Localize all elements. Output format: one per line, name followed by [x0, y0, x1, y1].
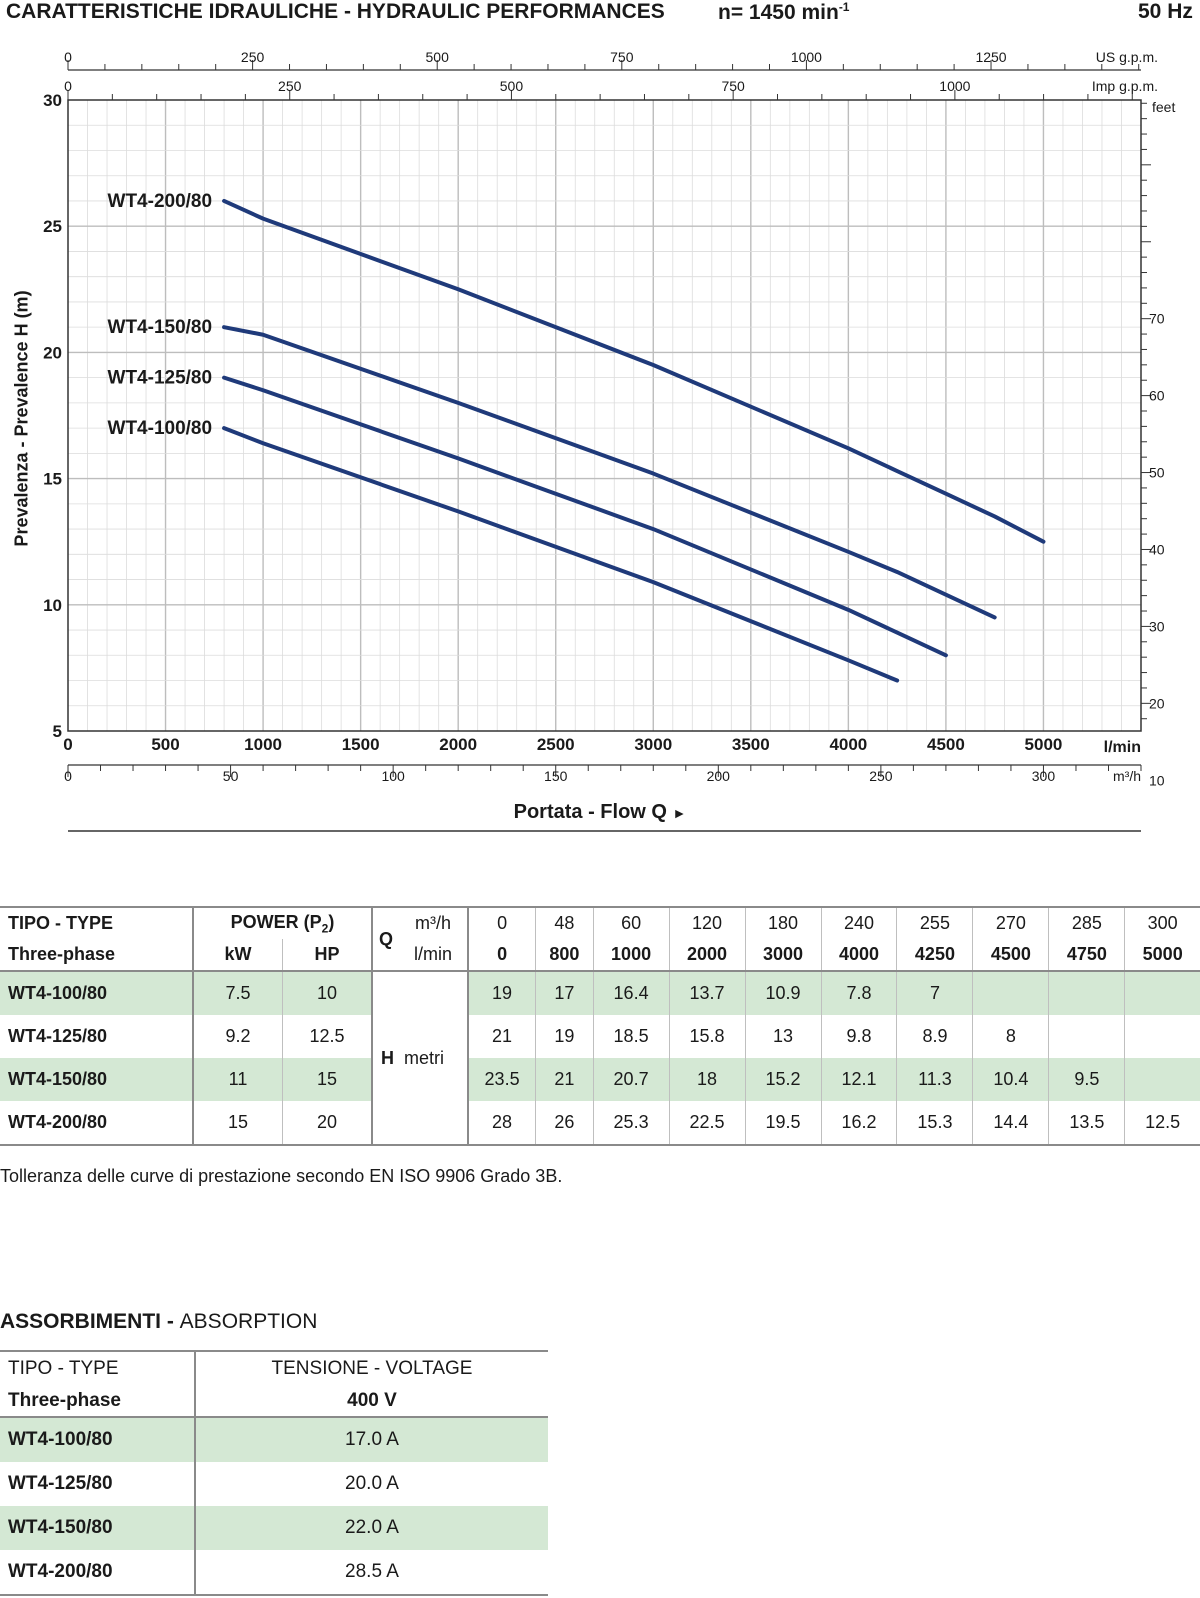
x-tick-label-lmin: 2500 — [536, 735, 575, 754]
lmin-cell: 4500 — [973, 939, 1049, 971]
model-cell: WT4-125/80 — [8, 1026, 108, 1046]
abs-model: WT4-200/80 — [0, 1550, 195, 1595]
type-header: TIPO - TYPE — [0, 907, 193, 939]
chart-grid — [68, 100, 1141, 731]
abs-phase-header: Three-phase — [0, 1385, 195, 1417]
h-cell: 17 — [536, 971, 593, 1015]
m3h-cell: 0 — [468, 907, 536, 939]
h-cell: 13 — [745, 1015, 821, 1058]
m3h-cell: 270 — [973, 907, 1049, 939]
x-unit-impgpm: Imp g.p.m. — [1091, 78, 1158, 94]
h-cell: 16.2 — [821, 1101, 897, 1145]
h-cell: 20.7 — [593, 1058, 669, 1101]
x-tick-label-lmin: 1500 — [341, 735, 380, 754]
chart-title-reg: HYDRAULIC PERFORMANCES — [356, 0, 665, 23]
frequency-label: 50 Hz — [1138, 0, 1193, 23]
curve-label: WT4-125/80 — [107, 367, 213, 389]
y-tick-label: 5 — [52, 722, 62, 741]
lmin-cell: 4750 — [1049, 939, 1125, 971]
x-tick-label-impgpm: 1000 — [939, 78, 971, 94]
model-cell: WT4-200/80 — [8, 1112, 108, 1132]
x-unit-lmin: l/min — [1103, 739, 1141, 756]
x-tick-label-lmin: 2000 — [439, 735, 478, 754]
y-tick-label-feet: 30 — [1149, 618, 1165, 635]
curve-label: WT4-100/80 — [107, 418, 213, 440]
x-tick-label-m3h: 0 — [64, 768, 72, 784]
kw-cell: 9.2 — [193, 1015, 283, 1058]
h-cell: 15.2 — [745, 1058, 821, 1101]
performance-table — [0, 906, 1200, 1146]
m3h-cell: 48 — [536, 907, 593, 939]
lmin-unit: l/min — [413, 944, 452, 964]
h-cell: 10.9 — [745, 971, 821, 1015]
hp-cell: 20 — [283, 1101, 373, 1145]
h-cell: 8.9 — [897, 1015, 973, 1058]
x-tick-label-m3h: 200 — [706, 768, 730, 784]
kw-cell: 15 — [193, 1101, 283, 1145]
y-tick-label-feet: 60 — [1149, 387, 1165, 404]
h-cell: 14.4 — [973, 1101, 1049, 1145]
m3h-cell: 120 — [669, 907, 745, 939]
x-tick-label-impgpm: 0 — [64, 78, 72, 94]
x-tick-label-lmin: 4500 — [926, 735, 965, 754]
m3h-cell: 240 — [821, 907, 897, 939]
y-tick-label-feet: 10 — [1149, 772, 1165, 789]
h-cell: 21 — [468, 1015, 536, 1058]
h-cell: 15.8 — [669, 1015, 745, 1058]
abs-model: WT4-150/80 — [0, 1506, 195, 1550]
curve-label: WT4-200/80 — [107, 190, 213, 212]
h-cell: 19 — [468, 971, 536, 1015]
lmin-cell: 1000 — [593, 939, 669, 971]
h-cell: 7 — [897, 971, 973, 1015]
h-cell: 9.5 — [1049, 1058, 1125, 1101]
kw-cell: 11 — [193, 1058, 283, 1101]
model-cell: WT4-150/80 — [8, 1069, 108, 1089]
x-tick-label-usgpm: 250 — [240, 49, 265, 65]
h-cell: 18.5 — [593, 1015, 669, 1058]
curve-label: WT4-150/80 — [107, 317, 213, 339]
q-header: Q — [372, 907, 399, 971]
x-unit-usgpm: US g.p.m. — [1095, 49, 1158, 65]
h-cell: 12.1 — [821, 1058, 897, 1101]
absorption-table — [0, 1350, 548, 1596]
y-tick-label: 10 — [43, 595, 62, 615]
x-tick-label-lmin: 0 — [63, 735, 73, 754]
curve-wt4-125-80 — [224, 378, 946, 656]
h-cell — [973, 971, 1049, 1015]
m3h-cell: 300 — [1125, 907, 1200, 939]
h-cell: 16.4 — [593, 971, 669, 1015]
plot-frame — [68, 100, 1141, 731]
y-unit-feet: feet — [1152, 99, 1176, 115]
m3h-unit: m³/h — [399, 907, 468, 939]
absorption-title: ASSORBIMENTI - ABSORPTION — [0, 1310, 318, 1333]
x-tick-label-lmin: 500 — [151, 735, 180, 754]
x-tick-label-lmin: 4000 — [829, 735, 868, 754]
h-cell — [1049, 971, 1125, 1015]
x-tick-label-m3h: 150 — [544, 768, 568, 784]
h-cell — [1049, 1015, 1125, 1058]
kw-cell: 7.5 — [193, 971, 283, 1015]
y-tick-label-feet: 50 — [1149, 464, 1165, 481]
x-tick-label-m3h: 300 — [1031, 768, 1056, 784]
h-cell: 15.3 — [897, 1101, 973, 1145]
h-cell: 18 — [669, 1058, 745, 1101]
lmin-cell: 3000 — [745, 939, 821, 971]
tolerance-note: Tolleranza delle curve di prestazione secondo EN ISO 9906 Grado 3B. — [0, 1166, 563, 1186]
hp-cell: 15 — [283, 1058, 373, 1101]
m3h-cell: 255 — [897, 907, 973, 939]
curve-wt4-150-80 — [224, 327, 995, 617]
h-cell: 9.8 — [821, 1015, 897, 1058]
h-cell: 23.5 — [468, 1058, 536, 1101]
abs-model: WT4-100/80 — [0, 1417, 195, 1462]
x-tick-label-impgpm: 500 — [499, 78, 524, 94]
h-cell: 26 — [536, 1101, 593, 1145]
chart-title: CARATTERISTICHE IDRAULICHE - — [6, 0, 357, 23]
hp-cell: 10 — [283, 971, 373, 1015]
h-cell: 8 — [973, 1015, 1049, 1058]
y-tick-label: 15 — [43, 469, 62, 489]
h-cell: 25.3 — [593, 1101, 669, 1145]
h-cell: 13.7 — [669, 971, 745, 1015]
h-cell — [1125, 1015, 1200, 1058]
h-cell: 11.3 — [897, 1058, 973, 1101]
x-tick-label-usgpm: 1000 — [790, 49, 822, 65]
h-cell — [1125, 1058, 1200, 1101]
x-tick-label-impgpm: 250 — [278, 78, 302, 94]
x-tick-label-m3h: 250 — [869, 768, 893, 784]
y-tick-label: 25 — [43, 217, 62, 237]
x-tick-label-lmin: 5000 — [1024, 735, 1063, 754]
phase-header: Three-phase — [8, 944, 116, 964]
x-tick-label-m3h: 100 — [381, 768, 405, 784]
lmin-cell: 800 — [536, 939, 593, 971]
x-tick-label-usgpm: 1250 — [975, 49, 1007, 65]
h-cell: 21 — [536, 1058, 593, 1101]
abs-type-header: TIPO - TYPE — [0, 1351, 195, 1385]
abs-model: WT4-125/80 — [0, 1462, 195, 1506]
hp-cell: 12.5 — [283, 1015, 373, 1058]
x-tick-label-usgpm: 500 — [425, 49, 449, 65]
h-cell — [1125, 971, 1200, 1015]
lmin-cell: 4250 — [897, 939, 973, 971]
y-tick-label-feet: 70 — [1149, 310, 1165, 327]
abs-voltage-value: 400 V — [347, 1389, 397, 1411]
lmin-cell: 0 — [468, 939, 536, 971]
x-tick-label-lmin: 1000 — [244, 735, 283, 754]
x-tick-label-usgpm: 0 — [64, 49, 72, 65]
h-cell: 19 — [536, 1015, 593, 1058]
m3h-cell: 60 — [593, 907, 669, 939]
h-metri-cell: H metri — [372, 971, 468, 1145]
hp-header: HP — [283, 939, 373, 971]
lmin-cell: 5000 — [1125, 939, 1200, 971]
h-cell: 12.5 — [1125, 1101, 1200, 1145]
lmin-cell: 2000 — [669, 939, 745, 971]
m3h-cell: 180 — [745, 907, 821, 939]
h-cell: 13.5 — [1049, 1101, 1125, 1145]
model-cell: WT4-100/80 — [8, 983, 108, 1003]
x-tick-label-impgpm: 750 — [721, 78, 745, 94]
x-unit-m3h: m³/h — [1113, 768, 1141, 784]
y-tick-label: 30 — [43, 91, 62, 110]
power-header: POWER $(P_2)$ — [193, 907, 372, 939]
kw-header: kW — [193, 939, 283, 971]
x-tick-label-lmin: 3000 — [634, 735, 673, 754]
chart-labels — [43, 49, 1175, 788]
y-axis-label: Prevalenza - Prevalence H (m) — [11, 290, 32, 547]
x-tick-label-m3h: 50 — [222, 768, 239, 784]
y-tick-label: 20 — [43, 343, 62, 363]
h-cell: 19.5 — [745, 1101, 821, 1145]
lmin-cell: 4000 — [821, 939, 897, 971]
abs-current: 22.0 A — [345, 1517, 399, 1538]
abs-voltage-header: TENSIONE - VOLTAGE — [195, 1351, 548, 1385]
h-cell: 7.8 — [821, 971, 897, 1015]
m3h-cell: 285 — [1049, 907, 1125, 939]
y-tick-label-feet: 40 — [1149, 541, 1165, 558]
x-axis-label: Portata - Flow Q ► — [513, 801, 687, 823]
abs-current: 17.0 A — [345, 1429, 399, 1450]
y-tick-label-feet: 20 — [1149, 695, 1165, 712]
x-tick-label-usgpm: 750 — [610, 49, 634, 65]
h-cell: 28 — [468, 1101, 536, 1145]
h-cell: 10.4 — [973, 1058, 1049, 1101]
abs-current: 20.0 A — [345, 1473, 399, 1494]
speed-label: n= 1450 $\min^{-1}$ — [718, 0, 850, 24]
h-cell: 22.5 — [669, 1101, 745, 1145]
x-tick-label-lmin: 3500 — [731, 735, 770, 754]
abs-current: 28.5 A — [345, 1561, 399, 1582]
